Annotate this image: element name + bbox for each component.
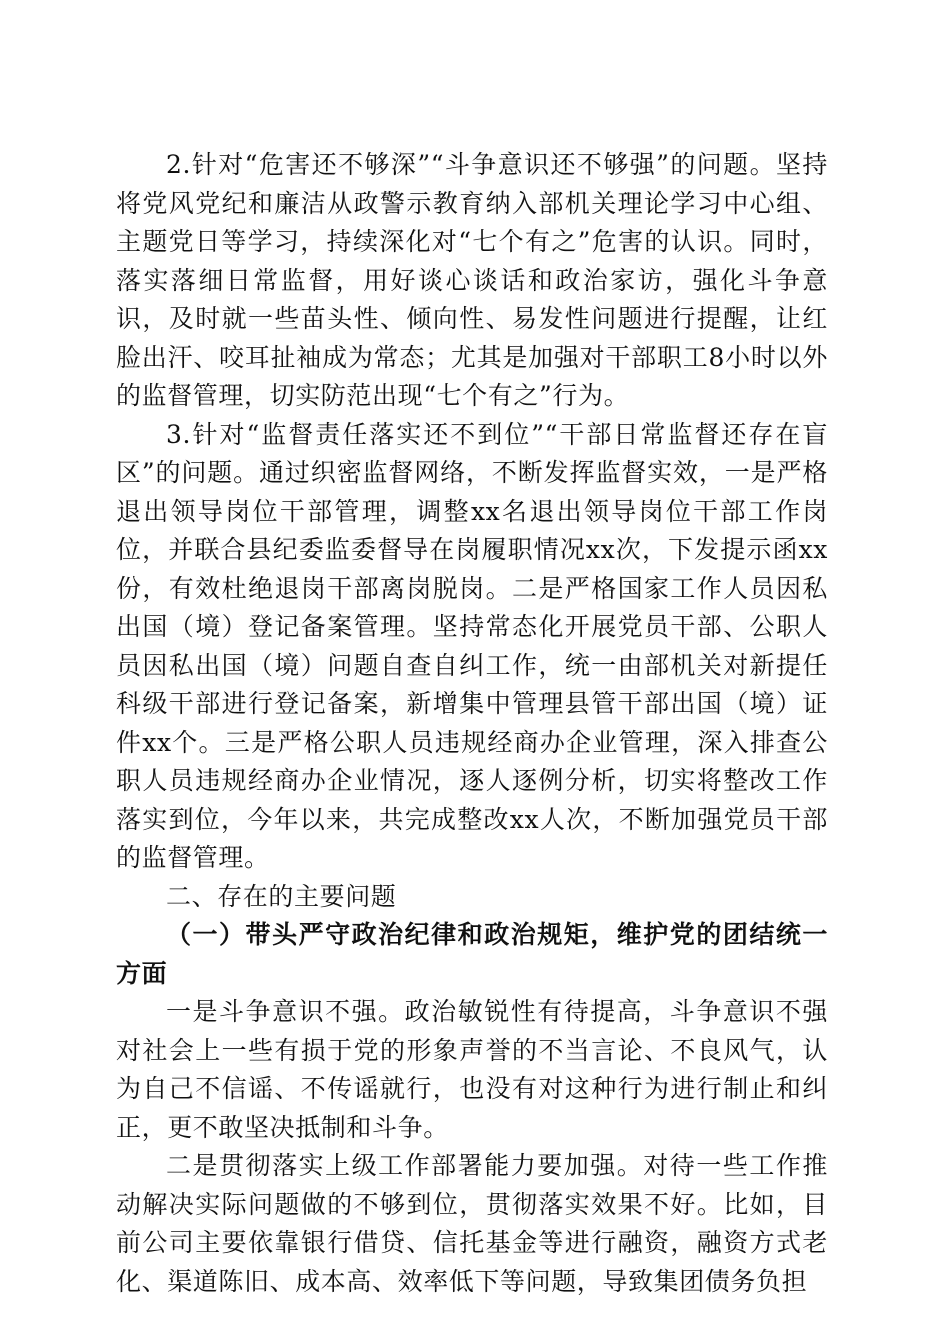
paragraph-measure-3: 3.针对“监督责任落实还不到位”“干部日常监督还存在盲区”的问题。通过织密监督网络，不断发挥监督实效，一是严格退出领导岗位干部管理，调整xx名退出领导岗位干部工作岗位，并联合县纪委监委督导在岗履职情况xx次，下发提示函xx份，有效杜绝退岗干部离岗脱岗。二是严格国家工作人员因私出国（境）登记备案管理。坚持常态化开展党员干部、公职人员因私出国（境）问题自查自纠工作，统一由部机关对新提任科级干部进行登记备案，新增集中管理县管干部出国（境）证件xx个。三是严格公职人员违规经商办企业管理，深入排查公职人员违规经商办企业情况，逐人逐例分析，切实将整改工作落实到位，今年以来，共完成整改xx人次，不断加强党员干部的监督管理。 — [116, 419, 828, 872]
document-body — [116, 146, 828, 1301]
subsection-heading: （一）带头严守政治纪律和政治规矩，维护党的团结统一方面 — [116, 920, 828, 988]
paragraph-problem-2: 二是贯彻落实上级工作部署能力要加强。对待一些工作推动解决实际问题做的不够到位，贯彻落实效果不好。比如，目前公司主要依靠银行借贷、信托基金等进行融资，融资方式老化、渠道陈旧、成本高、效率低下等问题，导致集团债务负担 — [116, 1151, 828, 1296]
paragraph-measure-2: 2.针对“危害还不够深”“斗争意识还不够强”的问题。坚持将党风党纪和廉洁从政警示教育纳入部机关理论学习中心组、主题党日等学习，持续深化对“七个有之”危害的认识。同时，落实落细日常监督，用好谈心谈话和政治家访，强化斗争意识，及时就一些苗头性、倾向性、易发性问题进行提醒，让红脸出汗、咬耳扯袖成为常态；尤其是加强对干部职工8小时以外的监督管理，切实防范出现“七个有之”行为。 — [116, 150, 828, 410]
paragraph-problem-1: 一是斗争意识不强。政治敏锐性有待提高，斗争意识不强对社会上一些有损于党的形象声誉的不当言论、不良风气，认为自己不信谣、不传谣就行，也没有对这种行为进行制止和纠正，更不敢坚决抵制和斗争。 — [116, 997, 828, 1142]
section-heading: 二、存在的主要问题 — [166, 881, 397, 911]
